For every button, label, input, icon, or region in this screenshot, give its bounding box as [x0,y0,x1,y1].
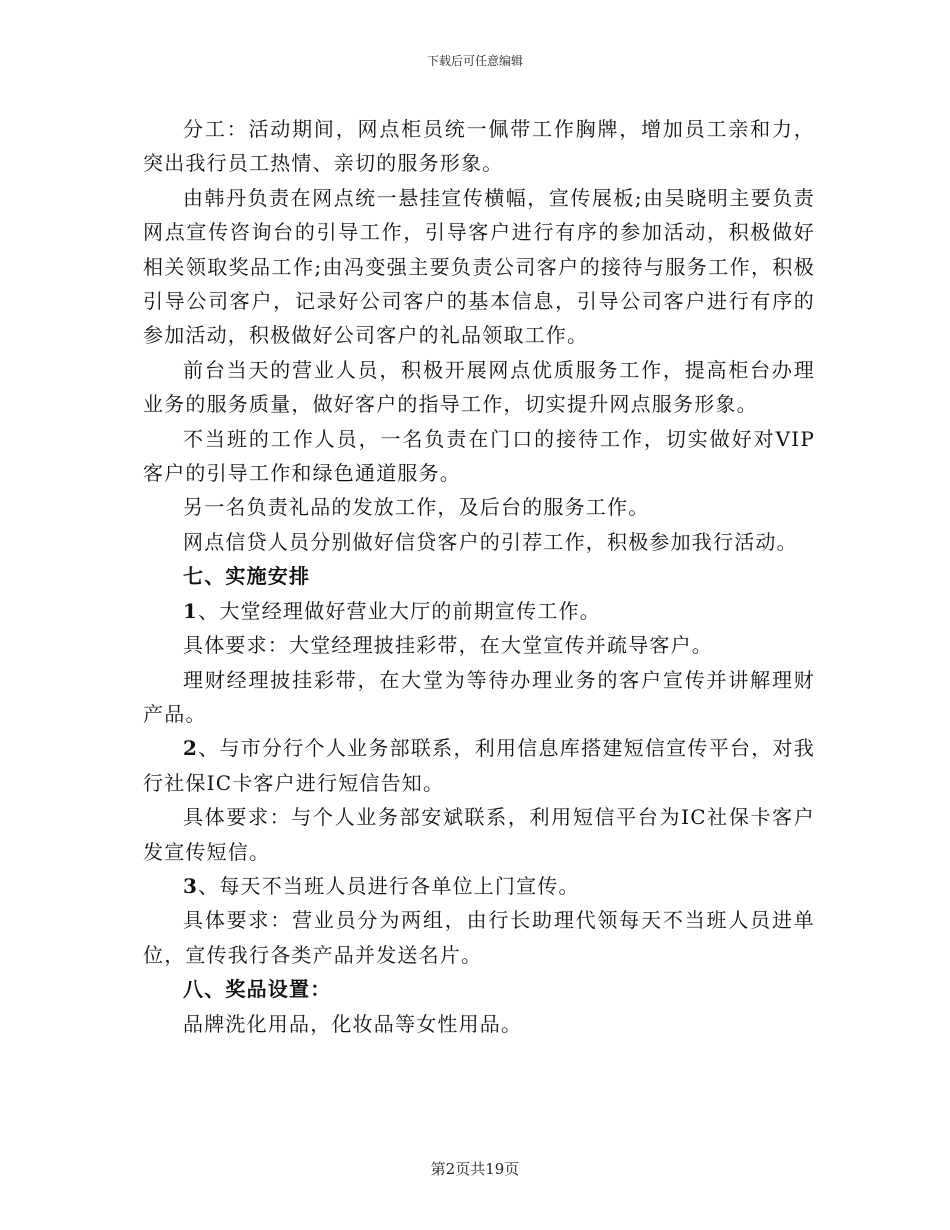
item-text: 、大堂经理做好营业大厅的前期宣传工作。 [198,598,601,623]
paragraph: 网点信贷人员分别做好信贷客户的引荐工作，积极参加我行活动。 [183,529,798,554]
header-note: 下载后可任意编辑 [426,54,523,68]
item-number: 2 [183,736,199,761]
paragraph: 不当班的工作人员，一名负责在门口的接待工作，切实做好对VIP客户的引导工作和绿色通道服务。 [143,426,815,486]
paragraph: 理财经理披挂彩带，在大堂为等待办理业务的客户宣传并讲解理财产品。 [143,667,815,726]
paragraph: 具体要求：大堂经理披挂彩带，在大堂宣传并疏导客户。 [183,633,713,658]
item-number: 3 [183,873,199,898]
document-body [143,112,815,1041]
paragraph: 具体要求：与个人业务部安斌联系，利用短信平台为IC社保卡客户发宣传短信。 [143,805,815,864]
paragraph: 前台当天的营业人员，积极开展网点优质服务工作，提高柜台办理业务的服务质量，做好客户的指导工作，切实提升网点服务形象。 [143,357,815,417]
numbered-item [143,594,815,628]
section-heading: 七、实施安排 [183,564,311,589]
paragraph: 分工：活动期间，网点柜员统一佩带工作胸牌，增加员工亲和力，突出我行员工热情、亲切的服务形象。 [143,117,815,176]
numbered-item [143,869,815,903]
paragraph: 另一名负责礼品的发放工作，及后台的服务工作。 [183,495,650,520]
paragraph: 品牌洗化用品，化妆品等女性用品。 [183,1011,523,1036]
page-number: 第2页共19页 [430,1160,520,1178]
item-text: 、与市分行个人业务部联系，利用信息库搭建短信宣传平台，对我行社保IC卡客户进行短信告知。 [143,736,815,795]
item-text: 、每天不当班人员进行各单位上门宣传。 [198,873,580,898]
numbered-item [143,731,815,800]
paragraph: 由韩丹负责在网点统一悬挂宣传横幅，宣传展板;由吴晓明主要负责网点宣传咨询台的引导工作，引导客户进行有序的参加活动，积极做好相关领取奖品工作;由冯变强主要负责公司客户的接待与服务工作，积极引导公司客户，记录好公司客户的基本信息，引导公司客户进行有序的参加活动，积极做好公司客户的礼品领取工作。 [143,185,815,348]
paragraph: 具体要求：营业员分为两组，由行长助理代领每天不当班人员进单位，宣传我行各类产品并发送名片。 [143,908,815,967]
item-number: 1 [183,598,199,623]
section-heading: 八、奖品设置： [183,977,332,1002]
